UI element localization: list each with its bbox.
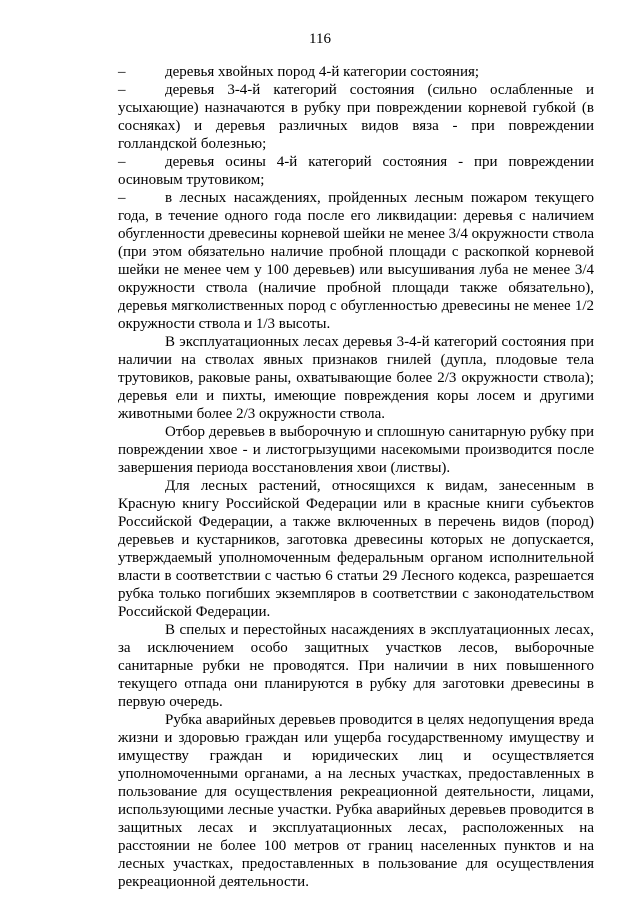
- body-paragraph: Отбор деревьев в выборочную и сплошную санитарную рубку при повреждении хвое - и листогрызущими насекомыми производится после завершения периода восстановления хвои (листвы).: [118, 424, 594, 476]
- body-paragraph: Рубка аварийных деревьев проводится в целях недопущения вреда жизни и здоровью граждан или ущерба государственному имуществу и имуществу граждан и юридических лиц и осуществляется уполномоченными органами, а на лесных участках, предоставленных в пользование для осуществления рекреационной деятельности, лицами, использующими лесные участки. Рубка аварийных деревьев проводится в защитных лесах и эксплуатационных лесах, расположенных на расстоянии не более 100 метров от границ населенных пунктов и на лесных участках, предоставленных в пользование для осуществления рекреационной деятельности.: [118, 712, 594, 890]
- list-item-text: деревья 3-4-й категорий состояния (сильно ослабленные и усыхающие) назначаются в рубку при повреждении корневой губкой (в сосняках) и деревья различных видов вяза - при повреждении голландской болезнью;: [118, 82, 594, 152]
- body-paragraph: Для лесных растений, относящихся к видам, занесенным в Красную книгу Российской Федерации или в красные книги субъектов Российской Федерации, а также включенных в перечень видов (пород) деревьев и кустарников, заготовка древесины которых не допускается, утверждаемый уполномоченным федеральным органом исполнительной власти в соответствии с частью 6 статьи 29 Лесного кодекса, разрешается рубка только погибших экземпляров в соответствии с законодательством Российской Федерации.: [118, 478, 594, 620]
- list-item-text: в лесных насаждениях, пройденных лесным пожаром текущего года, в течение одного года после его ликвидации: деревья с наличием обугленности древесины корневой шейки не менее 3/4 окружности ствола (при этом обязательно наличие пробной площади с раскопкой корневой шейки не менее чем у 100 деревьев) или высушивания луба не менее 3/4 окружности ствола (наличие пробной площади также обязательно), деревья мягколиственных пород с обугленностью древесины не менее 1/2 окружности ствола и 1/3 высоты.: [118, 190, 594, 332]
- dash-marker: –: [118, 190, 126, 206]
- body-paragraph: В спелых и перестойных насаждениях в эксплуатационных лесах, за исключением особо защитных участков лесов, выборочные санитарные рубки не проводятся. При наличии в них повышенного текущего отпада они планируются в рубку для заготовки древесины в первую очередь.: [118, 622, 594, 710]
- list-item: [118, 189, 594, 333]
- list-item: [118, 81, 594, 153]
- list-item: [118, 153, 594, 189]
- dash-marker: –: [118, 154, 126, 170]
- document-body: [118, 63, 594, 891]
- dash-marker: –: [118, 82, 126, 98]
- dash-marker: –: [118, 64, 126, 80]
- list-item: [118, 63, 594, 81]
- list-item-text: деревья хвойных пород 4-й категории состояния;: [165, 64, 480, 80]
- page-number: 116: [309, 31, 331, 47]
- body-paragraph: В эксплуатационных лесах деревья 3-4-й категорий состояния при наличии на стволах явных признаков гнилей (дупла, плодовые тела трутовиков, раковые раны, охватывающие более 2/3 окружности ствола); деревья ели и пихты, имеющие повреждения коры лосем и другими животными более 2/3 окружности ствола.: [118, 334, 594, 422]
- list-item-text: деревья осины 4-й категорий состояния - при повреждении осиновым трутовиком;: [118, 154, 594, 188]
